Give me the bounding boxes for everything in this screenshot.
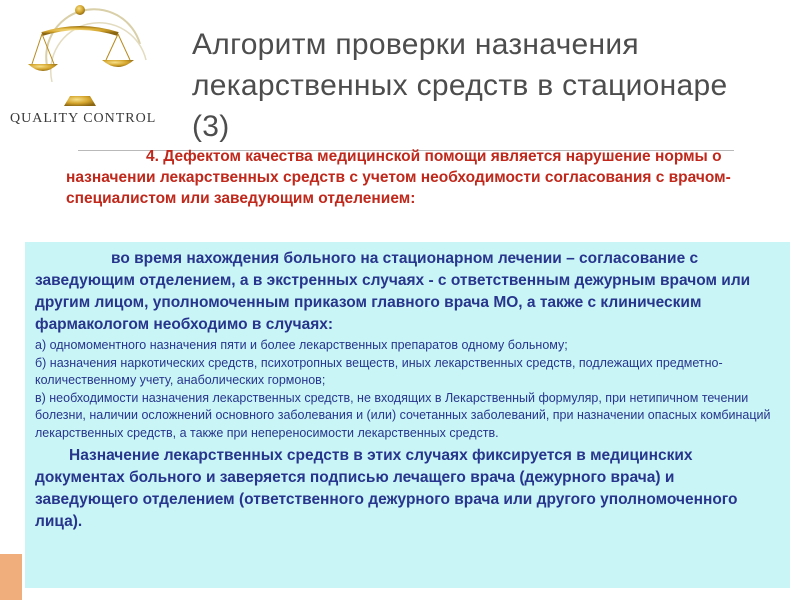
intro-statement bbox=[66, 146, 746, 209]
quality-control-logo bbox=[0, 0, 170, 140]
box-lead-text: во время нахождения больного на стационарном лечении – согласование с заведующим отделением, а в экстренных случаях - с ответственным дежурным врачом или другим лицом, уполномоченным приказом главного врача МО, а также с клиническим фармакологом необходимо в случаях: bbox=[35, 250, 751, 333]
list-item: в) необходимости назначения лекарственных средств, не входящих в Лекарственный формуляр, при нетипичном течении болезни, наличии осложнений основного заболевания и (или) сочетанных заболеваний, при назначении опасных комбинаций лекарственных средств, а также при непереносимости лекарственных средств. bbox=[35, 390, 771, 440]
conditions-box bbox=[25, 242, 790, 588]
list-item: б) назначения наркотических средств, психотропных веществ, иных лекарственных средств, подлежащих предметно-количественному учету, анаболических гормонов; bbox=[35, 355, 723, 387]
box-final-text: Назначение лекарственных средств в этих случаях фиксируется в медицинских документах больного и заверяется подписью лечащего врача (дежурного врача) и заведующего отделением (ответственного дежурного врача или другого уполномоченного лица). bbox=[35, 447, 738, 530]
intro-text: 4. Дефектом качества медицинской помощи является нарушение нормы о назначении лекарственных средств с учетом необходимости согласования с врачом-специалистом или заведующим отделением: bbox=[66, 148, 731, 207]
page-title: Алгоритм проверки назначения лекарственных средств в стационаре (3) bbox=[192, 28, 728, 143]
conditions-list bbox=[35, 337, 780, 442]
list-item: а) одномоментного назначения пяти и более лекарственных препаратов одному больному; bbox=[35, 338, 568, 352]
logo-caption: QUALITY CONTROL bbox=[10, 111, 157, 126]
corner-accent bbox=[0, 554, 22, 600]
